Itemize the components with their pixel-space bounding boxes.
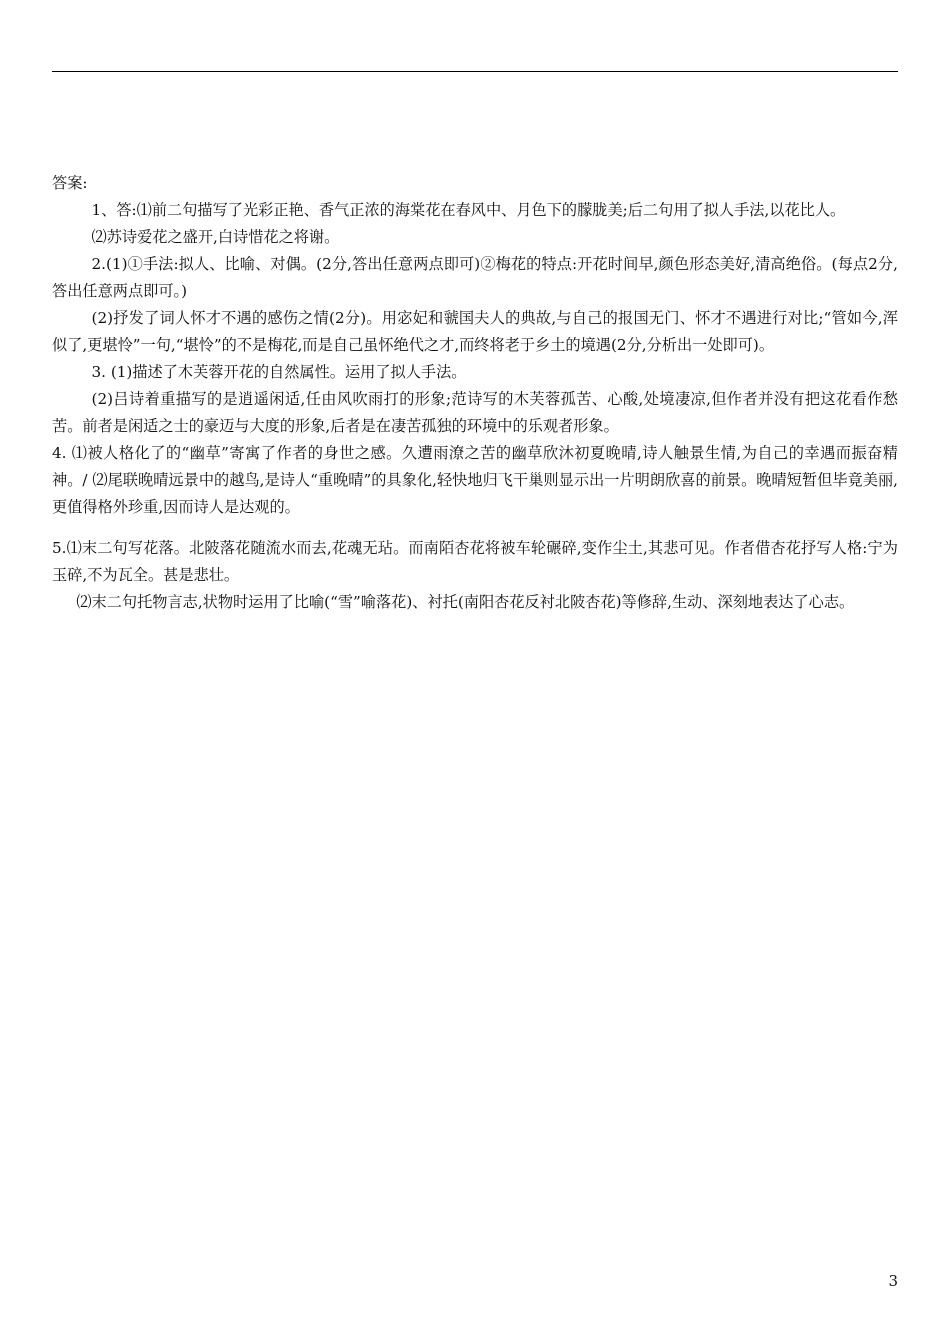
answer-heading: 答案: bbox=[52, 174, 88, 192]
answer-1-part-2: ⑵苏诗爱花之盛开,白诗惜花之将谢。 bbox=[91, 228, 340, 246]
answer-section bbox=[52, 170, 898, 616]
page-number: 3 bbox=[888, 1272, 898, 1290]
answer-4: 4. ⑴被人格化了的“幽草”寄寓了作者的身世之感。久遭雨潦之苦的幽草欣沐初夏晚晴,诗人触景生情,为自己的幸遇而振奋精神。/ ⑵尾联晚晴远景中的越鸟,是诗人“重晚晴”的具象化,轻快地归飞干巢则显示出一片明朗欣喜的前景。晚晴短暂但毕竟美丽,更值得格外珍重,因而诗人是达观的。 bbox=[52, 444, 898, 516]
answer-2: 2.(1)①手法:拟人、比喻、对偶。(2分,答出任意两点即可)②梅花的特点:开花时间早,颜色形态美好,清高绝俗。(每点2分,答出任意两点即可。) bbox=[52, 255, 898, 300]
answer-1: 1、答:⑴前二句描写了光彩正艳、香气正浓的海棠花在春风中、月色下的朦胧美;后二句用了拟人手法,以花比人。 bbox=[91, 201, 846, 219]
answer-3-part-2: (2)吕诗着重描写的是逍遥闲适,任由风吹雨打的形象;范诗写的木芙蓉孤苦、心酸,处境凄凉,但作者并没有把这花看作愁苦。前者是闲适之士的豪迈与大度的形象,后者是在凄苦孤独的环境中的乐观者形象。 bbox=[52, 390, 898, 435]
answer-5-part-2: ⑵末二句托物言志,状物时运用了比喻(“雪”喻落花)、衬托(南阳杏花反衬北陂杏花)等修辞,生动、深刻地表达了心志。 bbox=[76, 593, 855, 611]
answer-3: 3. (1)描述了木芙蓉开花的自然属性。运用了拟人手法。 bbox=[91, 363, 467, 381]
header-rule bbox=[52, 71, 898, 72]
answer-5: 5.⑴末二句写花落。北陂落花随流水而去,花魂无玷。而南陌杏花将被车轮碾碎,变作尘土,其悲可见。作者借杏花抒写人格:宁为玉碎,不为瓦全。甚是悲壮。 bbox=[52, 539, 898, 584]
answer-2-part-2: (2)抒发了词人怀才不遇的感伤之情(2分)。用宓妃和虢国夫人的典故,与自己的报国无门、怀才不遇进行对比;“管如今,浑似了,更堪怜”一句,“堪怜”的不是梅花,而是自己虽怀绝代之才,而终将老于乡土的境遇(2分,分析出一处即可)。 bbox=[52, 309, 898, 354]
